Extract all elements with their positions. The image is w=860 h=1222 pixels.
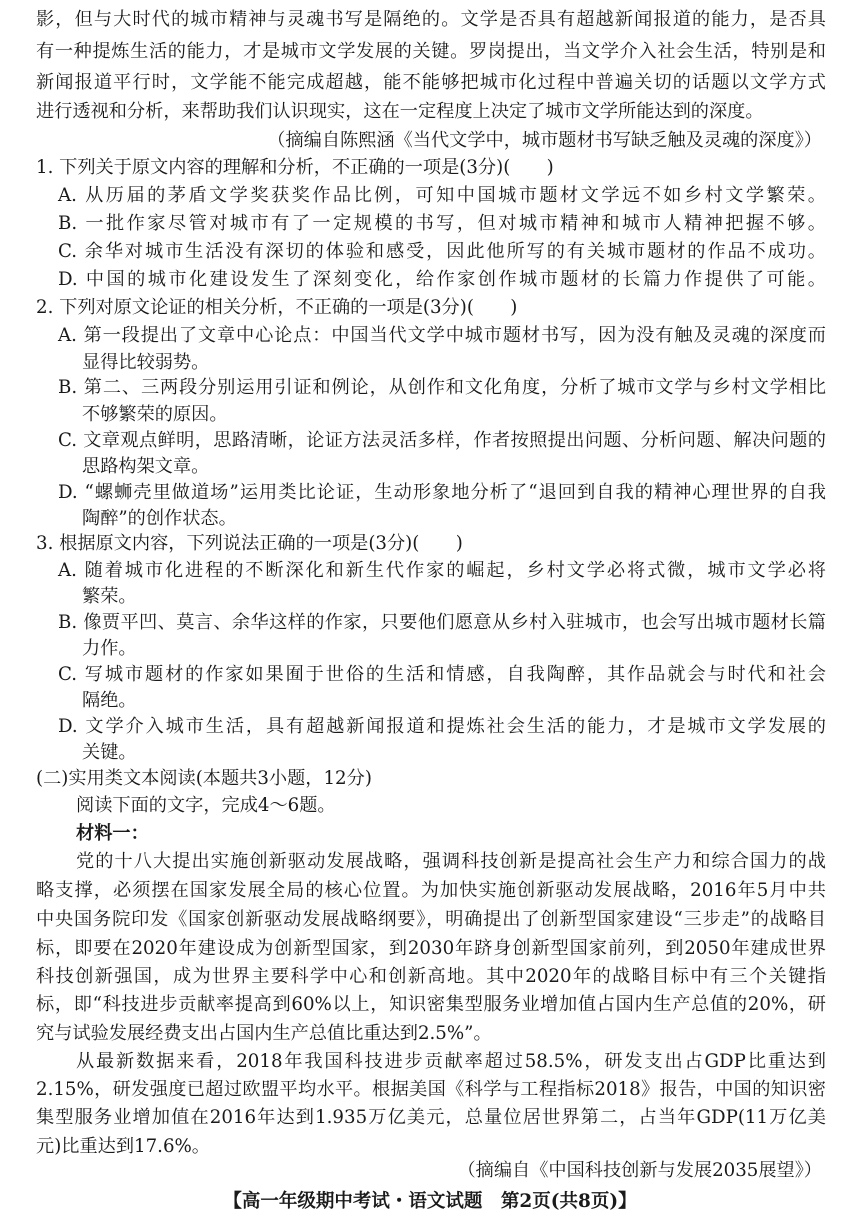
q3-option-a-cont: 繁荣。 — [82, 586, 137, 607]
intro-line: 新闻报道平行时，文学能不能完成超越，能不能够把城市化过程中普遍关切的话题以文学方式 — [36, 72, 826, 93]
intro-line: 影，但与大时代的城市精神与灵魂书写是隔绝的。文学是否具有超越新闻报道的能力，是否具 — [36, 9, 826, 30]
intro-line: 有一种提炼生活的能力，才是城市文学发展的关键。罗岗提出，当文学介入社会生活，特别是和 — [36, 41, 826, 62]
q3-option-c: C. 写城市题材的作家如果囿于世俗的生活和情感，自我陶醉，其作品就会与时代和社会 — [58, 664, 826, 685]
section-heading: (二)实用类文本阅读(本题共3小题，12分) — [36, 768, 372, 789]
q1-option-b: B. 一批作家尽管对城市有了一定规模的书写，但对城市精神和城市人精神把握不够。 — [58, 213, 826, 234]
q2-option-c-cont: 思路构架文章。 — [82, 456, 210, 477]
material-line: 标，即“科技进步贡献率提高到60%以上，知识密集型服务业增加值占国内生产总值的20%，研 — [36, 994, 826, 1015]
material-line: 标，即要在2020年建设成为创新型国家，到2030年跻身创新型国家前列，到2050年建成世界 — [36, 938, 826, 959]
material-line: 中央国务院印发《国家创新驱动发展战略纲要》，明确提出了创新型国家建设“三步走”的战略目 — [36, 909, 826, 930]
material-label: 材料一： — [76, 823, 149, 844]
section-instruction: 阅读下面的文字，完成4～6题。 — [76, 795, 336, 816]
q3-option-a: A. 随着城市化进程的不断深化和新生代作家的崛起，乡村文学必将式微，城市文学必将 — [58, 560, 826, 581]
q2-option-d: D. “螺蛳壳里做道场”运用类比论证，生动形象地分析了“退回到自我的精神心理世界的自我 — [58, 482, 826, 503]
question-2-stem: 2. 下列对原文论证的相关分析，不正确的一项是(3分)( ) — [36, 297, 518, 318]
q2-option-b: B. 第二、三两段分别运用引证和例论，从创作和文化角度，分析了城市文学与乡村文学相比 — [58, 377, 826, 398]
material-line: 略支撑，必须摆在国家发展全局的核心位置。为加快实施创新驱动发展战略，2016年5月中共 — [36, 880, 826, 901]
q2-option-b-cont: 不够繁荣的原因。 — [82, 404, 228, 425]
intro-source: （摘编自陈熙涵《当代文学中，城市题材书写缺乏触及灵魂的深度》） — [267, 130, 822, 151]
q1-option-a: A. 从历届的茅盾文学奖获奖作品比例，可知中国城市题材文学远不如乡村文学繁荣。 — [58, 185, 826, 206]
material-source: （摘编自《中国科技创新与发展2035展望》） — [457, 1160, 822, 1181]
material-line: 党的十八大提出实施创新驱动发展战略，强调科技创新是提高社会生产力和综合国力的战 — [76, 851, 826, 872]
q3-option-b: B. 像贾平凹、莫言、余华这样的作家，只要他们愿意从乡村入驻城市，也会写出城市题材长篇 — [58, 612, 826, 633]
q3-option-b-cont: 力作。 — [82, 638, 137, 659]
q2-option-c: C. 文章观点鲜明，思路清晰，论证方法灵活多样，作者按照提出问题、分析问题、解决问题的 — [58, 430, 826, 451]
page-footer: 【高一年级期中考试・语文试题 第2页(共8页)】 — [223, 1191, 637, 1212]
intro-line: 进行透视和分析，来帮助我们认识现实，这在一定程度上决定了城市文学所能达到的深度。 — [36, 101, 764, 122]
q2-option-a-cont: 显得比较弱势。 — [82, 352, 210, 373]
q1-option-c: C. 余华对城市生活没有深切的体验和感受，因此他所写的有关城市题材的作品不成功。 — [58, 241, 826, 262]
q3-option-d: D. 文学介入城市生活，具有超越新闻报道和提炼社会生活的能力，才是城市文学发展的 — [58, 716, 826, 737]
q3-option-c-cont: 隔绝。 — [82, 690, 137, 711]
material-line: 集型服务业增加值在2016年达到1.935万亿美元，总量位居世界第二，占当年GDP(11万亿美 — [36, 1107, 826, 1128]
material-line: 科技创新强国，成为世界主要科学中心和创新高地。其中2020年的战略目标中有三个关键指 — [36, 966, 826, 987]
material-line: 究与试验发展经费支出占国内生产总值比重达到2.5%”。 — [36, 1023, 492, 1044]
question-3-stem: 3. 根据原文内容，下列说法正确的一项是(3分)( ) — [36, 533, 463, 554]
question-1-stem: 1. 下列关于原文内容的理解和分析，不正确的一项是(3分)( ) — [36, 157, 554, 178]
q1-option-d: D. 中国的城市化建设发生了深刻变化，给作家创作城市题材的长篇力作提供了可能。 — [58, 269, 826, 290]
material-line: 从最新数据来看，2018年我国科技进步贡献率超过58.5%，研发支出占GDP比重达到 — [76, 1051, 826, 1072]
q2-option-d-cont: 陶醉”的创作状态。 — [82, 508, 237, 529]
q2-option-a: A. 第一段提出了文章中心论点：中国当代文学中城市题材书写，因为没有触及灵魂的深度而 — [58, 325, 826, 346]
material-line: 元)比重达到17.6%。 — [36, 1136, 210, 1157]
q3-option-d-cont: 关键。 — [82, 742, 137, 763]
material-line: 2.15%，研发强度已超过欧盟平均水平。根据美国《科学与工程指标2018》报告，中国的知识密 — [36, 1079, 826, 1100]
